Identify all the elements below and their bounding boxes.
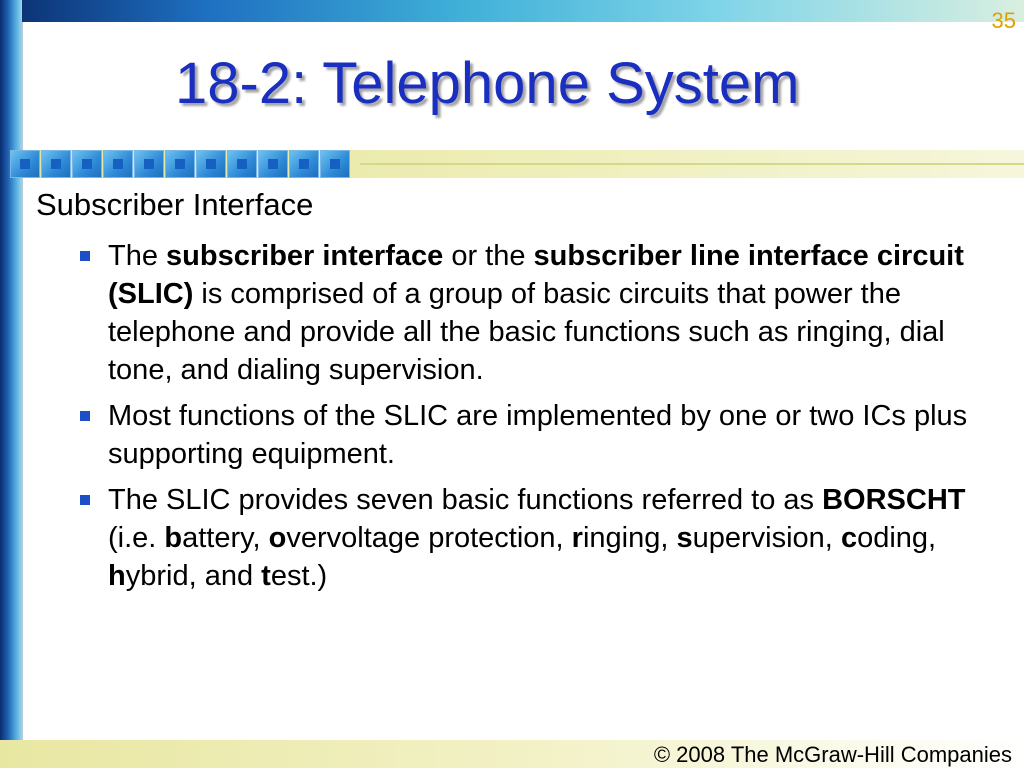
decor-square [72, 150, 102, 178]
bold-term: b [164, 522, 183, 555]
decor-square [227, 150, 257, 178]
bold-term: BORSCHT [822, 484, 966, 517]
bold-term: subscriber interface [166, 240, 444, 273]
copyright-footer: © 2008 The McGraw-Hill Companies [653, 742, 1012, 767]
decor-square [289, 150, 319, 178]
left-inner-divider [22, 22, 23, 740]
slide-body [36, 186, 996, 603]
bullet-item [36, 481, 996, 595]
bullet-text: attery, [182, 522, 269, 555]
bullet-item [36, 237, 996, 389]
decor-square [103, 150, 133, 178]
bullet-text: vervoltage protection, [286, 522, 572, 555]
top-border-strip [0, 0, 1024, 22]
bold-term: s [676, 522, 693, 555]
bullet-text: The [108, 240, 167, 273]
decor-square [165, 150, 195, 178]
decor-square [320, 150, 350, 178]
decorative-squares-row [10, 150, 350, 178]
bullet-text: The SLIC provides seven basic functions referred to as [108, 484, 823, 517]
slide-title: 18-2: Telephone System [175, 51, 800, 116]
square-bullet-icon [80, 411, 90, 421]
slide-number: 35 [991, 8, 1016, 33]
bold-term: subscriber line interface circuit (SLIC) [108, 240, 964, 311]
square-bullet-icon [80, 495, 90, 505]
bullet-text: upervision, [692, 522, 841, 555]
decor-square [196, 150, 226, 178]
decor-square [258, 150, 288, 178]
bullet-text: oding, [857, 522, 937, 555]
bullet-text: est.) [270, 560, 328, 593]
bullet-list [36, 237, 996, 595]
decor-square [41, 150, 71, 178]
section-heading: Subscriber Interface [36, 187, 314, 222]
decor-square [10, 150, 40, 178]
bold-term: t [261, 560, 271, 593]
bullet-text: ybrid, and [125, 560, 262, 593]
title-separator-line [360, 163, 1024, 165]
decor-square [134, 150, 164, 178]
bold-term: o [268, 522, 287, 555]
square-bullet-icon [80, 251, 90, 261]
bullet-item [36, 397, 996, 473]
bullet-text: (i.e. [108, 522, 165, 555]
bold-term: c [840, 522, 858, 555]
bullet-text: inging, [582, 522, 677, 555]
left-border-strip [0, 0, 22, 768]
bullet-text: or the [443, 240, 534, 273]
bullet-text: Most functions of the SLIC are implemented by one or two ICs plus supporting equipment. [108, 400, 968, 471]
bold-term: r [571, 522, 583, 555]
bullet-text: is comprised of a group of basic circuits that power the telephone and provide all the basic functions such as ringing, dial tone, and dialing supervision. [108, 278, 945, 387]
bold-term: h [108, 560, 126, 593]
